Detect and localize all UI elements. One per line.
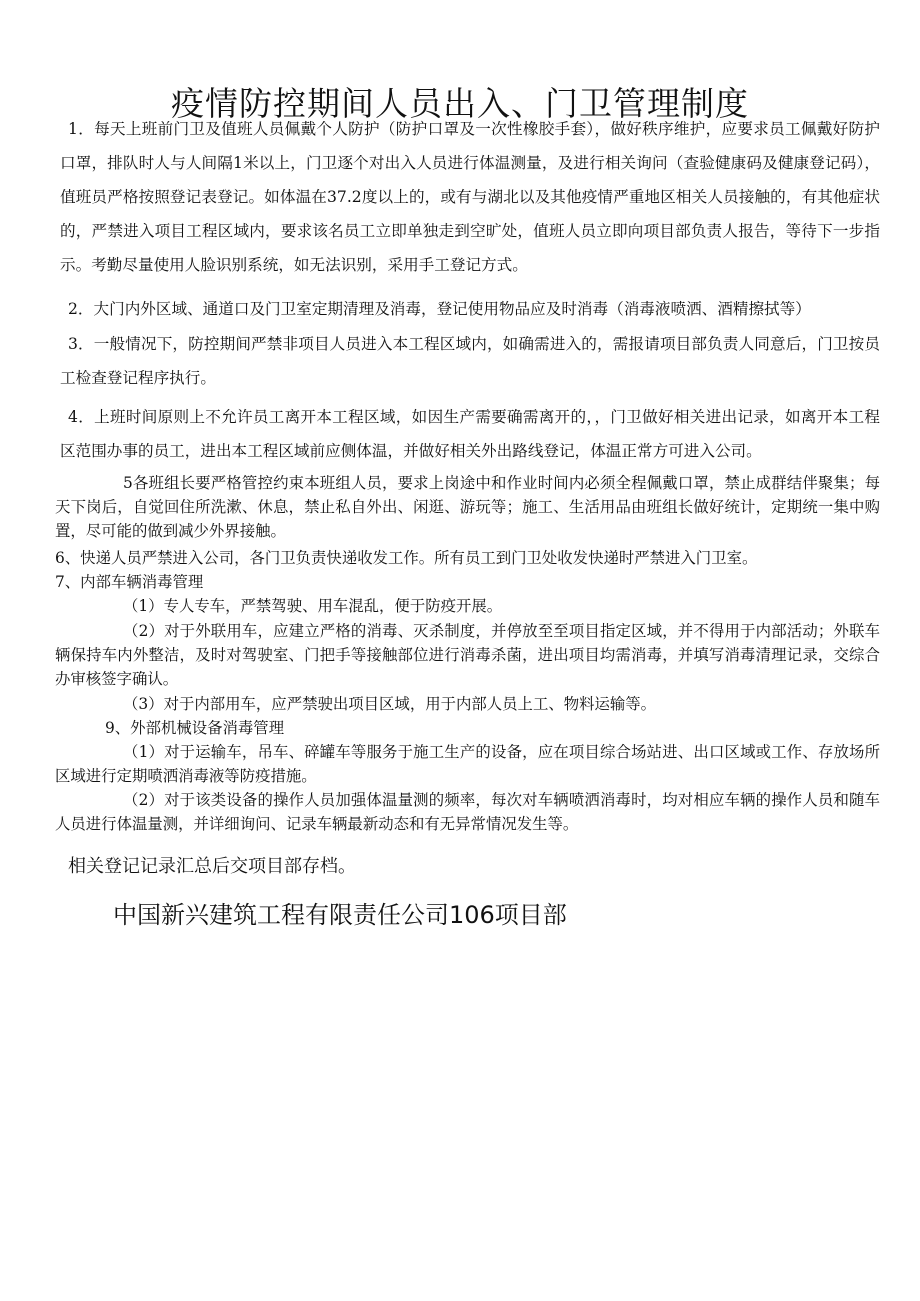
rule-7-item-2: （2）对于外联用车，应建立严格的消毒、灭杀制度，并停放至至项目指定区域，并不得用于内部活动；外联车辆保持车内外整洁，及时对驾驶室、门把手等接触部位进行消毒杀菌，进出项目均需消毒，并填写消毒清理记录，交综合办审核签字确认。 bbox=[55, 622, 880, 688]
rule-7-item-3: （3）对于内部用车，应严禁驶出项目区域，用于内部人员上工、物料运输等。 bbox=[123, 695, 657, 713]
document-title: 疫情防控期间人员出入、门卫管理制度 bbox=[171, 84, 749, 124]
rule-7-item-1: （1）专人专车，严禁驾驶、用车混乱，便于防疫开展。 bbox=[123, 597, 503, 615]
rule-paragraph-1: 1．每天上班前门卫及值班人员佩戴个人防护（防护口罩及一次性橡胶手套），做好秩序维护，应要求员工佩戴好防护口罩，排队时人与人间隔1米以上，门卫逐个对出入人员进行体温测量，及进行相关询问（查验健康码及健康登记码），值班员严格按照登记表登记。如体温在37.2度以上的，或有与湖北以及其他疫情严重地区相关人员接触的，有其他症状的，严禁进入项目工程区域内，要求该名员工立即单独走到空旷处，值班人员立即向项目部负责人报告，等待下一步指示。考勤尽量使用人脸识别系统，如无法识别，采用手工登记方式。 bbox=[60, 120, 880, 274]
rule-9-item-1: （1）对于运输车，吊车、碎罐车等服务于施工生产的设备，应在项目综合场站进、出口区域或工作、存放场所区域进行定期喷洒消毒液等防疫措施。 bbox=[55, 743, 880, 785]
company-signature: 中国新兴建筑工程有限责任公司106项目部 bbox=[113, 901, 567, 929]
rule-paragraph-7-heading: 7、内部车辆消毒管理 bbox=[55, 573, 204, 591]
rule-9-item-2: （2）对于该类设备的操作人员加强体温量测的频率，每次对车辆喷洒消毒时，均对相应车辆的操作人员和随车人员进行体温量测，并详细询问、记录车辆最新动态和有无异常情况发生等。 bbox=[55, 791, 880, 833]
rule-paragraph-6: 6、快递人员严禁进入公司，各门卫负责快递收发工作。所有员工到门卫处收发快递时严禁进入门卫室。 bbox=[55, 549, 758, 567]
closing-note: 相关登记记录汇总后交项目部存档。 bbox=[68, 856, 356, 877]
rule-paragraph-9-heading: 9、外部机械设备消毒管理 bbox=[105, 719, 285, 737]
rule-paragraph-5: 5各班组长要严格管控约束本班组人员，要求上岗途中和作业时间内必须全程佩戴口罩，禁止成群结伴聚集；每天下岗后，自觉回住所洗漱、休息，禁止私自外出、闲逛、游玩等；施工、生活用品由班组长做好统计，定期统一集中购置，尽可能的做到减少外界接触。 bbox=[55, 474, 880, 540]
rule-paragraph-3: 3．一般情况下，防控期间严禁非项目人员进入本工程区域内，如确需进入的，需报请项目部负责人同意后，门卫按员工检查登记程序执行。 bbox=[60, 335, 880, 387]
rule-paragraph-2: 2．大门内外区域、通道口及门卫室定期清理及消毒，登记使用物品应及时消毒（消毒液喷洒、酒精擦拭等） bbox=[68, 300, 811, 318]
rule-paragraph-4: 4．上班时间原则上不允许员工离开本工程区域，如因生产需要确需离开的，，门卫做好相关进出记录，如离开本工程区范围办事的员工，进出本工程区域前应侧体温，并做好相关外出路线登记，体温正常方可进入公司。 bbox=[60, 408, 880, 460]
